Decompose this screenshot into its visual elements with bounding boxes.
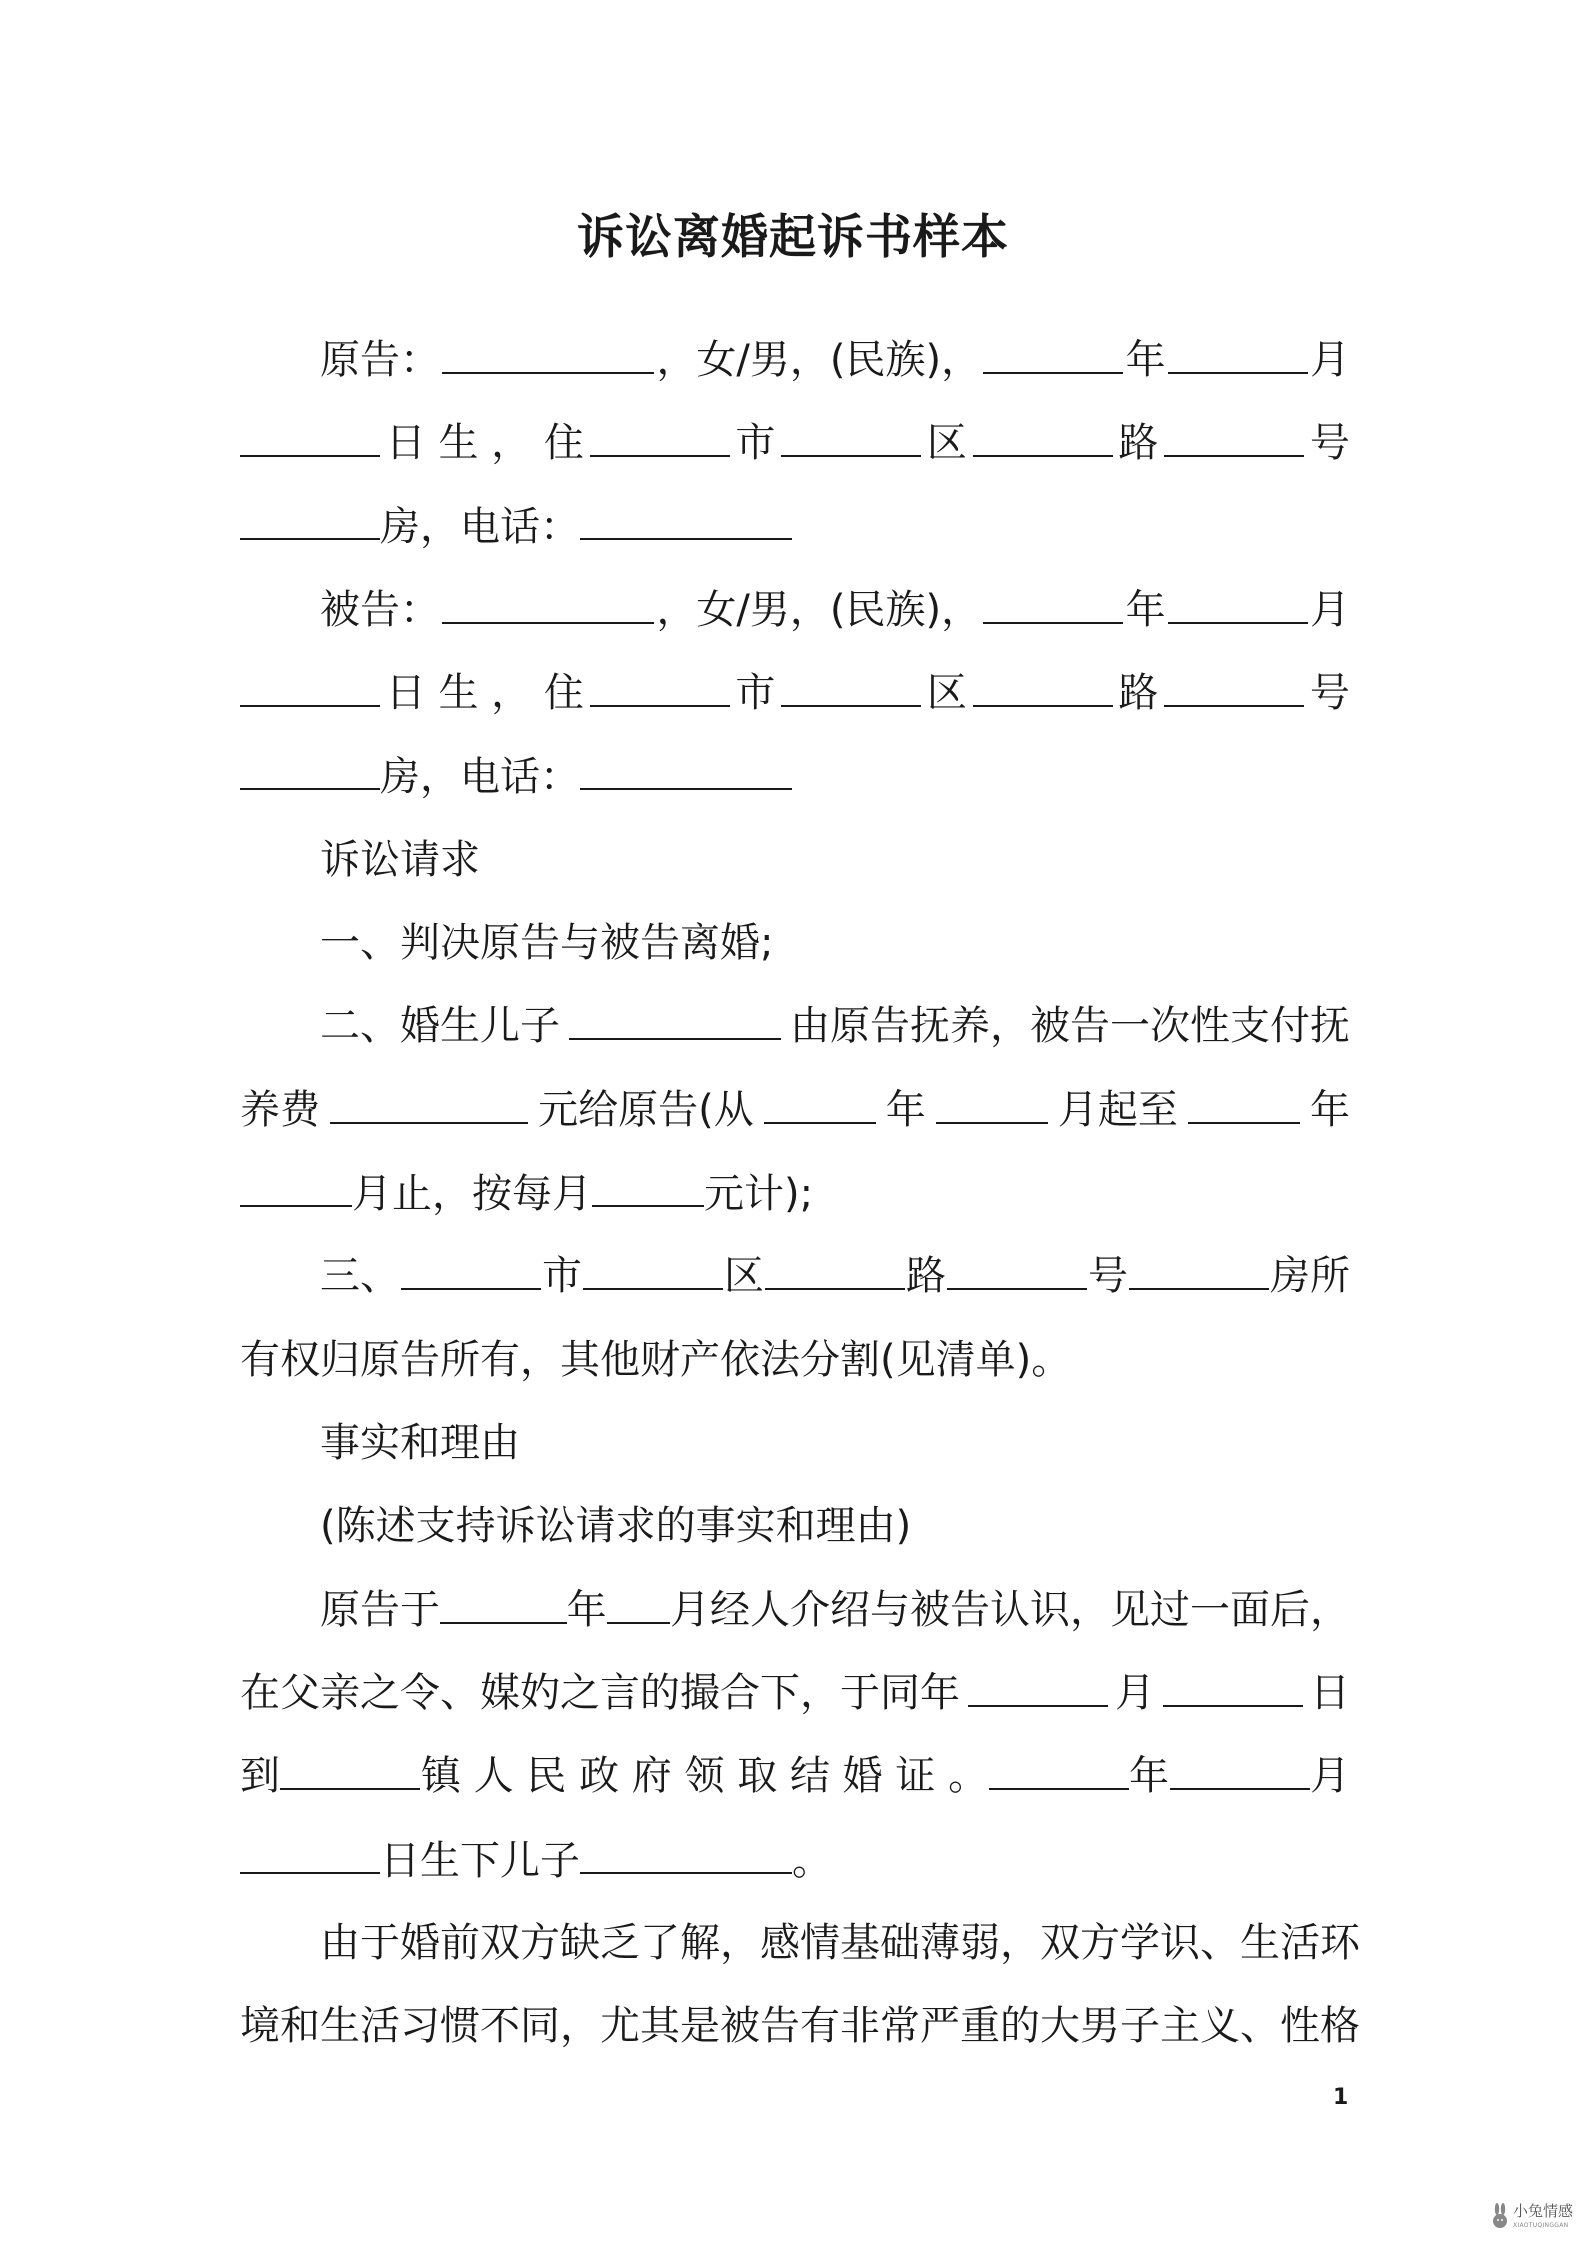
fill-blank <box>280 1746 420 1790</box>
facts-paragraph-line-1: 由于婚前双方缺乏了解，感情基础薄弱，双方学识、生活环 <box>320 1920 1360 1966</box>
fill-blank <box>592 1163 704 1207</box>
facts-instruction: (陈述支持诉讼请求的事实和理由) <box>320 1503 912 1549</box>
defendant-line-3 <box>240 746 792 807</box>
fill-blank <box>440 1580 567 1624</box>
fill-blank <box>973 413 1113 457</box>
text-segment: ，女/男，(民族)， <box>656 337 982 383</box>
text-segment: 二、婚生儿子 <box>320 1003 560 1049</box>
fill-blank <box>590 413 730 457</box>
fill-blank <box>764 1080 876 1124</box>
page-number: 1 <box>1333 2085 1349 2110</box>
text-segment: 日 生 ， 住 <box>385 670 584 716</box>
text-segment: 日 生 ， 住 <box>385 420 584 466</box>
text-segment: 路 <box>906 1253 946 1299</box>
text-segment: 月经人介绍与被告认识，见过一面后， <box>670 1587 1350 1633</box>
fill-blank <box>442 330 654 374</box>
text-segment: 月止，按每月 <box>352 1171 592 1217</box>
text-segment: 路 <box>1118 670 1159 716</box>
text-segment: 月 <box>1310 337 1350 383</box>
text-segment: 由原告抚养，被告一次性支付抚 <box>790 1003 1350 1049</box>
text-segment: 年 <box>1125 587 1166 633</box>
text-segment: 市 <box>735 420 776 466</box>
text-segment: 到 <box>240 1753 280 1799</box>
facts-line-1 <box>240 1580 1350 1640</box>
text-segment: 三、 <box>320 1253 400 1299</box>
text-segment: 日 <box>1310 1670 1350 1716</box>
fill-blank <box>240 496 380 540</box>
text-segment: 房，电话： <box>380 504 580 550</box>
section-heading-facts: 事实和理由 <box>320 1420 520 1466</box>
plaintiff-line-1 <box>240 330 1350 390</box>
text-segment: 市 <box>735 670 776 716</box>
fill-blank <box>580 1830 792 1874</box>
text-segment: 镇 人 民 政 府 领 取 结 婚 证 。 <box>420 1753 989 1799</box>
facts-line-4 <box>240 1830 832 1891</box>
text-segment: 号 <box>1088 1253 1128 1299</box>
text-segment: 月 <box>1115 1670 1155 1716</box>
fill-blank <box>781 663 921 707</box>
text-segment: 区 <box>926 670 967 716</box>
fill-blank <box>983 330 1123 374</box>
fill-blank <box>240 746 380 790</box>
text-segment: 。 <box>792 1838 832 1884</box>
fill-blank <box>989 1746 1129 1790</box>
section-heading-claims: 诉讼请求 <box>320 837 480 883</box>
facts-line-2 <box>240 1663 1350 1723</box>
fill-blank <box>240 1163 352 1207</box>
fill-blank <box>968 1663 1108 1707</box>
text-segment: 房所 <box>1270 1253 1350 1299</box>
text-segment: 被告： <box>320 587 440 633</box>
fill-blank <box>765 1246 905 1290</box>
plaintiff-line-3 <box>240 496 792 557</box>
text-segment: 区 <box>926 420 967 466</box>
fill-blank <box>240 663 380 707</box>
fill-blank <box>983 580 1123 624</box>
text-segment: 月起至 <box>1057 1087 1178 1133</box>
claim-item-2-line-2 <box>240 1080 1350 1140</box>
text-segment: 日生下儿子 <box>380 1838 580 1884</box>
facts-paragraph-line-2: 境和生活习惯不同，尤其是被告有非常严重的大男子主义、性格 <box>240 2003 1360 2049</box>
fill-blank <box>947 1246 1087 1290</box>
fill-blank <box>1188 1080 1300 1124</box>
text-segment: 年 <box>1129 1753 1170 1799</box>
fill-blank <box>1129 1246 1269 1290</box>
fill-blank <box>569 996 781 1040</box>
defendant-line-1 <box>240 580 1350 640</box>
fill-blank <box>1168 330 1308 374</box>
text-segment: 元给原告(从 <box>538 1087 754 1133</box>
fill-blank <box>240 413 380 457</box>
text-segment: 在父亲之令、媒妁之言的撮合下，于同年 <box>240 1670 960 1716</box>
text-segment: 原告于 <box>320 1587 440 1633</box>
fill-blank <box>1164 663 1304 707</box>
plaintiff-line-2 <box>240 413 1350 473</box>
fill-blank <box>781 413 921 457</box>
text-segment: 区 <box>724 1253 764 1299</box>
fill-blank <box>580 496 792 540</box>
text-segment: 年 <box>885 1087 926 1133</box>
fill-blank <box>936 1080 1048 1124</box>
text-segment: 房，电话： <box>380 754 580 800</box>
fill-blank <box>240 1830 380 1874</box>
text-segment: 市 <box>542 1253 582 1299</box>
text-segment: 号 <box>1309 670 1350 716</box>
fill-blank <box>1168 580 1308 624</box>
text-segment: 元计); <box>704 1171 814 1217</box>
claim-item-1: 一、判决原告与被告离婚; <box>320 920 774 966</box>
text-segment: 养费 <box>240 1087 320 1133</box>
text-segment: 月 <box>1310 587 1350 633</box>
text-segment: 号 <box>1309 420 1350 466</box>
text-segment: 年 <box>1125 337 1166 383</box>
fill-blank <box>1164 413 1304 457</box>
watermark-subtext: XIAOTUQINGGAN <box>1513 2222 1569 2229</box>
fill-blank <box>973 663 1113 707</box>
fill-blank <box>401 1246 541 1290</box>
fill-blank <box>607 1580 670 1624</box>
text-segment: 年 <box>566 1587 607 1633</box>
fill-blank <box>1170 1746 1310 1790</box>
text-segment: 原告： <box>320 337 440 383</box>
document-title: 诉讼离婚起诉书样本 <box>577 210 1009 265</box>
fill-blank <box>580 746 792 790</box>
fill-blank <box>442 580 654 624</box>
text-segment: 路 <box>1118 420 1159 466</box>
watermark-text: 小兔情感 <box>1513 2202 1574 2220</box>
facts-line-3 <box>240 1746 1350 1806</box>
watermark <box>1490 2198 1582 2240</box>
claim-item-2-line-3 <box>240 1163 813 1224</box>
claim-item-3-line-1 <box>240 1246 1350 1306</box>
text-segment: ，女/男，(民族)， <box>656 587 982 633</box>
text-segment: 月 <box>1309 1753 1350 1799</box>
claim-item-3-line-2: 有权归原告所有，其他财产依法分割(见清单)。 <box>240 1337 1072 1383</box>
text-segment: 年 <box>1309 1087 1350 1133</box>
fill-blank <box>1163 1663 1303 1707</box>
fill-blank <box>330 1080 528 1124</box>
fill-blank <box>590 663 730 707</box>
rabbit-logo-icon <box>1490 2202 1510 2232</box>
claim-item-2-line-1 <box>240 996 1350 1056</box>
defendant-line-2 <box>240 663 1350 723</box>
fill-blank <box>583 1246 723 1290</box>
